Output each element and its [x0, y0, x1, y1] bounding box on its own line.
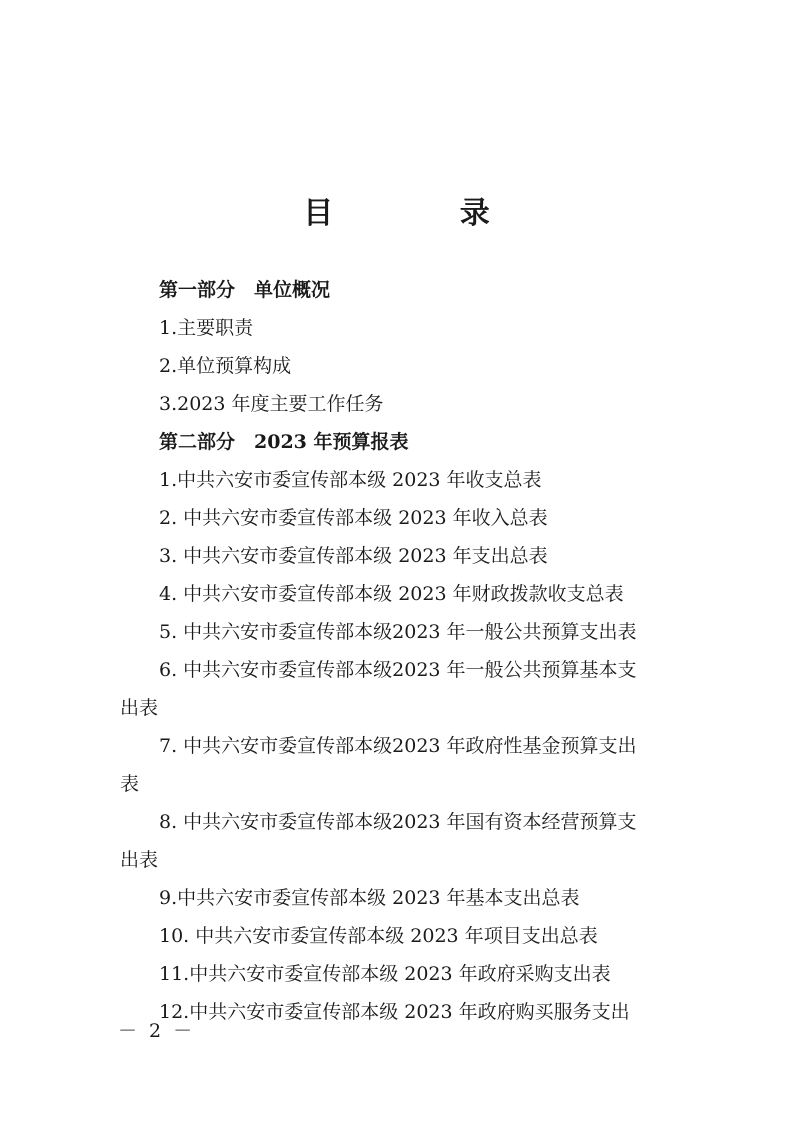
- toc-entry: 10. 中共六安市委宣传部本级 2023 年项目支出总表: [159, 925, 598, 947]
- toc-entry: 3. 中共六安市委宣传部本级 2023 年支出总表: [159, 545, 548, 567]
- toc-entry-continuation: 出表: [120, 697, 159, 719]
- toc-entry: 2.单位预算构成: [159, 355, 292, 377]
- toc-entry: 9.中共六安市委宣传部本级 2023 年基本支出总表: [159, 887, 580, 909]
- toc-entry: 1.主要职责: [159, 317, 254, 339]
- toc-entry: 11.中共六安市委宣传部本级 2023 年政府采购支出表: [159, 963, 611, 985]
- toc-entry: 5. 中共六安市委宣传部本级2023 年一般公共预算支出表: [159, 621, 637, 643]
- toc-entry: 8. 中共六安市委宣传部本级2023 年国有资本经营预算支: [159, 811, 637, 833]
- toc-entry: 6. 中共六安市委宣传部本级2023 年一般公共预算基本支: [159, 659, 637, 681]
- toc-entry-continuation: 出表: [120, 849, 159, 871]
- toc-entry-continuation: 表: [120, 773, 140, 795]
- page-title: 目 录: [303, 196, 548, 231]
- toc-section-heading: 第一部分 单位概况: [159, 279, 331, 301]
- page-number: － 2 －: [118, 1020, 196, 1042]
- toc-entry: 1.中共六安市委宣传部本级 2023 年收支总表: [159, 469, 542, 491]
- toc-section-heading: 第二部分 2023 年预算报表: [159, 431, 409, 453]
- toc-entry: 3.2023 年度主要工作任务: [159, 393, 384, 415]
- toc-entry: 2. 中共六安市委宣传部本级 2023 年收入总表: [159, 507, 548, 529]
- toc-entry: 7. 中共六安市委宣传部本级2023 年政府性基金预算支出: [159, 735, 637, 757]
- toc-entry: 12.中共六安市委宣传部本级 2023 年政府购买服务支出: [159, 1001, 630, 1023]
- toc-entry: 4. 中共六安市委宣传部本级 2023 年财政拨款收支总表: [159, 583, 624, 605]
- table-of-contents: [120, 271, 680, 1031]
